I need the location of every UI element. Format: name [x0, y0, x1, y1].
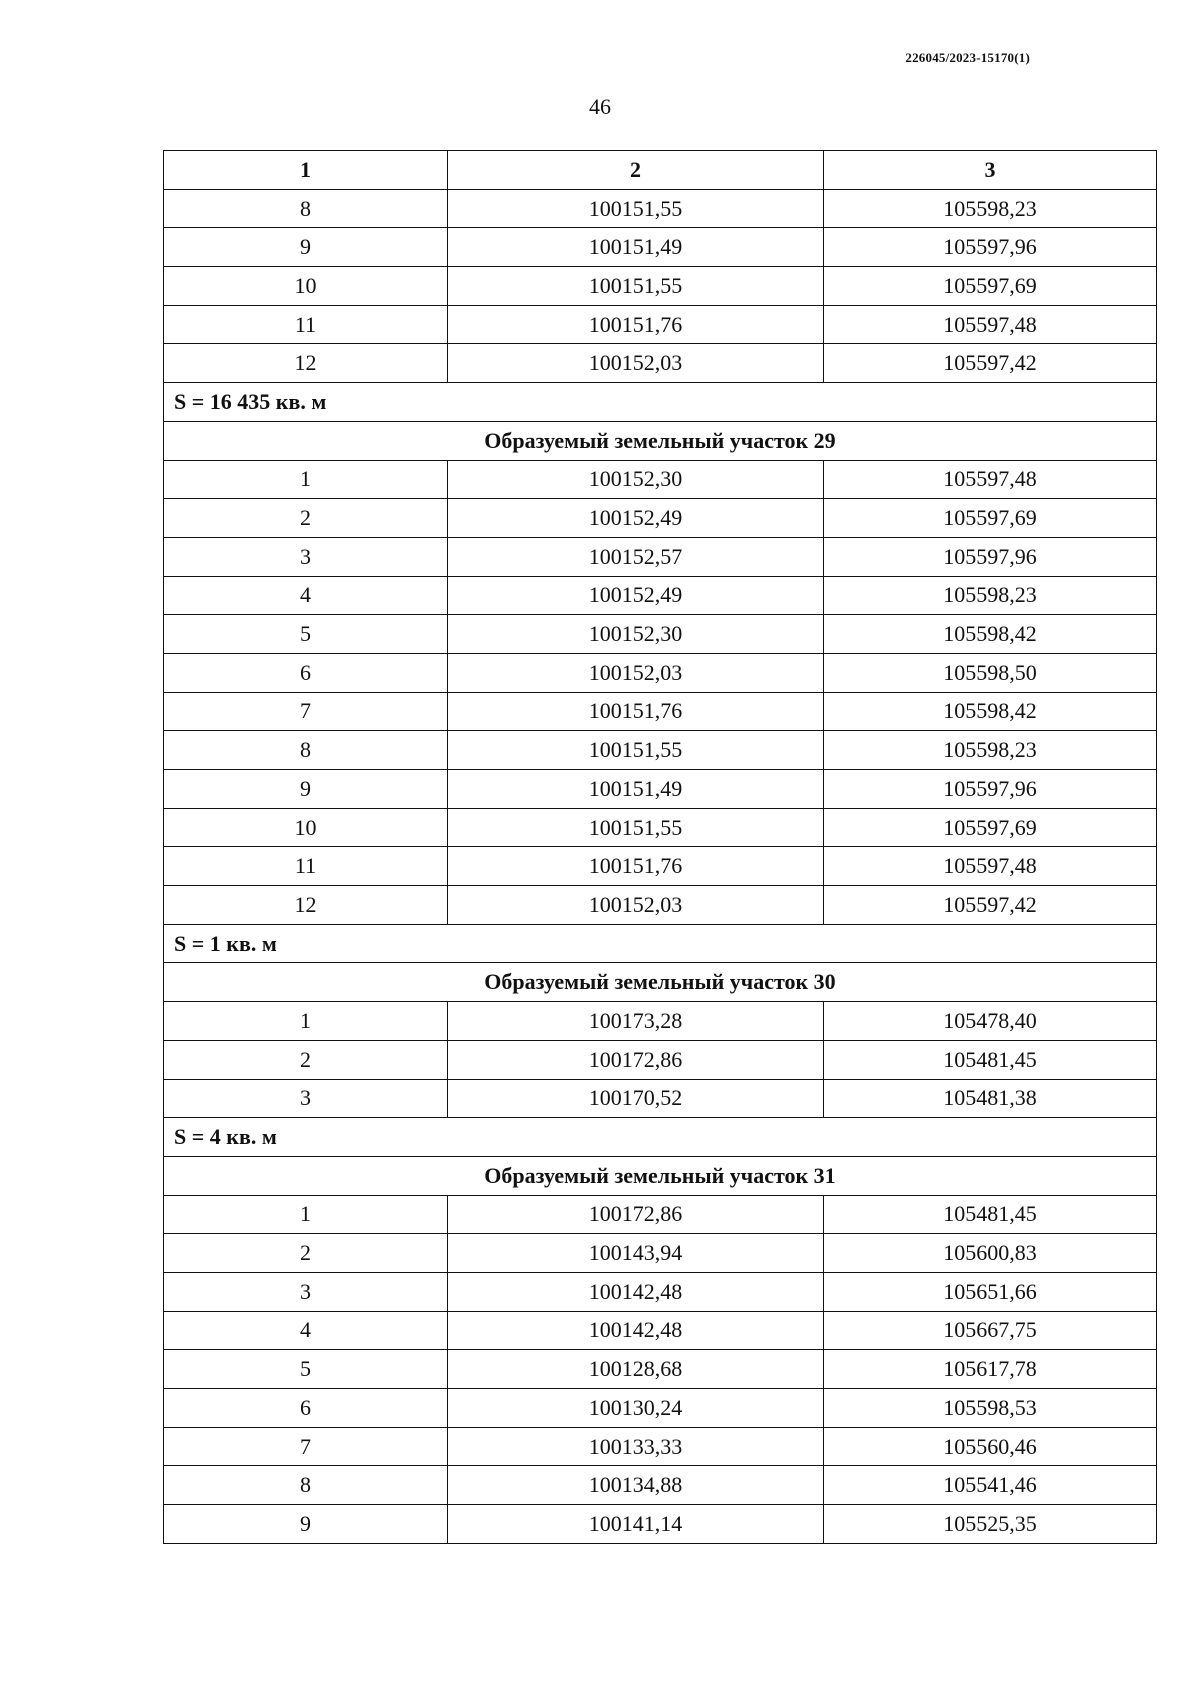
- x-coordinate-cell: 100128,68: [448, 1350, 824, 1389]
- point-number-cell: 2: [164, 1040, 448, 1079]
- parcel-title: Образуемый земельный участок 29: [164, 421, 1157, 460]
- point-number-cell: 9: [164, 1505, 448, 1544]
- column-header: 2: [448, 151, 824, 190]
- y-coordinate-cell: 105598,42: [824, 615, 1157, 654]
- y-coordinate-cell: 105597,69: [824, 499, 1157, 538]
- y-coordinate-cell: 105597,48: [824, 460, 1157, 499]
- x-coordinate-cell: 100152,03: [448, 344, 824, 383]
- x-coordinate-cell: 100152,03: [448, 886, 824, 925]
- table-row: [164, 1505, 1157, 1544]
- point-number-cell: 9: [164, 228, 448, 267]
- x-coordinate-cell: 100151,49: [448, 770, 824, 809]
- parcel-title-row: [164, 963, 1157, 1002]
- x-coordinate-cell: 100130,24: [448, 1389, 824, 1428]
- table-row: [164, 886, 1157, 925]
- y-coordinate-cell: 105525,35: [824, 1505, 1157, 1544]
- y-coordinate-cell: 105667,75: [824, 1311, 1157, 1350]
- table-row: [164, 1040, 1157, 1079]
- point-number-cell: 8: [164, 731, 448, 770]
- point-number-cell: 11: [164, 847, 448, 886]
- x-coordinate-cell: 100151,76: [448, 305, 824, 344]
- x-coordinate-cell: 100152,57: [448, 537, 824, 576]
- point-number-cell: 11: [164, 305, 448, 344]
- x-coordinate-cell: 100172,86: [448, 1195, 824, 1234]
- table-row: [164, 731, 1157, 770]
- table-row: [164, 1350, 1157, 1389]
- y-coordinate-cell: 105481,38: [824, 1079, 1157, 1118]
- point-number-cell: 7: [164, 1427, 448, 1466]
- x-coordinate-cell: 100143,94: [448, 1234, 824, 1273]
- table-row: [164, 576, 1157, 615]
- parcel-title-row: [164, 1156, 1157, 1195]
- point-number-cell: 3: [164, 1079, 448, 1118]
- area-label-row: [164, 1118, 1157, 1157]
- x-coordinate-cell: 100151,76: [448, 847, 824, 886]
- page-number: 46: [589, 94, 611, 119]
- y-coordinate-cell: 105597,96: [824, 228, 1157, 267]
- table-row: [164, 653, 1157, 692]
- x-coordinate-cell: 100134,88: [448, 1466, 824, 1505]
- y-coordinate-cell: 105597,42: [824, 886, 1157, 925]
- y-coordinate-cell: 105560,46: [824, 1427, 1157, 1466]
- table-row: [164, 847, 1157, 886]
- parcel-title-row: [164, 421, 1157, 460]
- table-row: [164, 1002, 1157, 1041]
- point-number-cell: 5: [164, 1350, 448, 1389]
- y-coordinate-cell: 105481,45: [824, 1195, 1157, 1234]
- point-number-cell: 12: [164, 886, 448, 925]
- x-coordinate-cell: 100170,52: [448, 1079, 824, 1118]
- y-coordinate-cell: 105617,78: [824, 1350, 1157, 1389]
- x-coordinate-cell: 100133,33: [448, 1427, 824, 1466]
- area-label-row: [164, 924, 1157, 963]
- point-number-cell: 8: [164, 1466, 448, 1505]
- table-row: [164, 770, 1157, 809]
- x-coordinate-cell: 100172,86: [448, 1040, 824, 1079]
- parcel-title: Образуемый земельный участок 30: [164, 963, 1157, 1002]
- point-number-cell: 10: [164, 267, 448, 306]
- table-body: [164, 189, 1157, 1543]
- y-coordinate-cell: 105598,50: [824, 653, 1157, 692]
- y-coordinate-cell: 105481,45: [824, 1040, 1157, 1079]
- table-row: [164, 615, 1157, 654]
- x-coordinate-cell: 100151,76: [448, 692, 824, 731]
- x-coordinate-cell: 100152,03: [448, 653, 824, 692]
- y-coordinate-cell: 105597,48: [824, 847, 1157, 886]
- x-coordinate-cell: 100152,49: [448, 499, 824, 538]
- x-coordinate-cell: 100152,30: [448, 460, 824, 499]
- x-coordinate-cell: 100151,55: [448, 808, 824, 847]
- y-coordinate-cell: 105597,96: [824, 537, 1157, 576]
- y-coordinate-cell: 105597,42: [824, 344, 1157, 383]
- y-coordinate-cell: 105597,69: [824, 267, 1157, 306]
- table-row: [164, 189, 1157, 228]
- point-number-cell: 4: [164, 1311, 448, 1350]
- table-row: [164, 1466, 1157, 1505]
- point-number-cell: 2: [164, 1234, 448, 1273]
- x-coordinate-cell: 100142,48: [448, 1272, 824, 1311]
- y-coordinate-cell: 105541,46: [824, 1466, 1157, 1505]
- column-header: 3: [824, 151, 1157, 190]
- y-coordinate-cell: 105600,83: [824, 1234, 1157, 1273]
- table-row: [164, 305, 1157, 344]
- x-coordinate-cell: 100151,55: [448, 189, 824, 228]
- x-coordinate-cell: 100142,48: [448, 1311, 824, 1350]
- area-label: S = 16 435 кв. м: [164, 383, 1157, 422]
- document-number: 226045/2023-15170(1): [905, 50, 1030, 65]
- parcel-title: Образуемый земельный участок 31: [164, 1156, 1157, 1195]
- point-number-cell: 10: [164, 808, 448, 847]
- x-coordinate-cell: 100151,49: [448, 228, 824, 267]
- table-row: [164, 1311, 1157, 1350]
- y-coordinate-cell: 105598,53: [824, 1389, 1157, 1428]
- y-coordinate-cell: 105598,23: [824, 189, 1157, 228]
- point-number-cell: 7: [164, 692, 448, 731]
- table-row: [164, 344, 1157, 383]
- table-row: [164, 537, 1157, 576]
- table-row: [164, 1389, 1157, 1428]
- column-header: 1: [164, 151, 448, 190]
- y-coordinate-cell: 105598,42: [824, 692, 1157, 731]
- table-row: [164, 460, 1157, 499]
- point-number-cell: 2: [164, 499, 448, 538]
- point-number-cell: 4: [164, 576, 448, 615]
- point-number-cell: 3: [164, 1272, 448, 1311]
- y-coordinate-cell: 105597,48: [824, 305, 1157, 344]
- y-coordinate-cell: 105597,69: [824, 808, 1157, 847]
- x-coordinate-cell: 100173,28: [448, 1002, 824, 1041]
- y-coordinate-cell: 105651,66: [824, 1272, 1157, 1311]
- area-label-row: [164, 383, 1157, 422]
- point-number-cell: 3: [164, 537, 448, 576]
- point-number-cell: 6: [164, 1389, 448, 1428]
- area-label: S = 1 кв. м: [164, 924, 1157, 963]
- table-row: [164, 1195, 1157, 1234]
- point-number-cell: 1: [164, 460, 448, 499]
- point-number-cell: 1: [164, 1195, 448, 1234]
- x-coordinate-cell: 100152,49: [448, 576, 824, 615]
- point-number-cell: 12: [164, 344, 448, 383]
- y-coordinate-cell: 105598,23: [824, 731, 1157, 770]
- x-coordinate-cell: 100151,55: [448, 731, 824, 770]
- point-number-cell: 6: [164, 653, 448, 692]
- table-row: [164, 1079, 1157, 1118]
- table-header-row: [164, 151, 1157, 190]
- table-row: [164, 228, 1157, 267]
- table-row: [164, 1427, 1157, 1466]
- x-coordinate-cell: 100141,14: [448, 1505, 824, 1544]
- y-coordinate-cell: 105598,23: [824, 576, 1157, 615]
- table-row: [164, 1234, 1157, 1273]
- y-coordinate-cell: 105597,96: [824, 770, 1157, 809]
- coordinates-table: [163, 150, 1157, 1544]
- point-number-cell: 9: [164, 770, 448, 809]
- table-row: [164, 692, 1157, 731]
- table-row: [164, 499, 1157, 538]
- point-number-cell: 5: [164, 615, 448, 654]
- point-number-cell: 1: [164, 1002, 448, 1041]
- table-row: [164, 808, 1157, 847]
- x-coordinate-cell: 100152,30: [448, 615, 824, 654]
- point-number-cell: 8: [164, 189, 448, 228]
- table-row: [164, 1272, 1157, 1311]
- table-row: [164, 267, 1157, 306]
- y-coordinate-cell: 105478,40: [824, 1002, 1157, 1041]
- x-coordinate-cell: 100151,55: [448, 267, 824, 306]
- area-label: S = 4 кв. м: [164, 1118, 1157, 1157]
